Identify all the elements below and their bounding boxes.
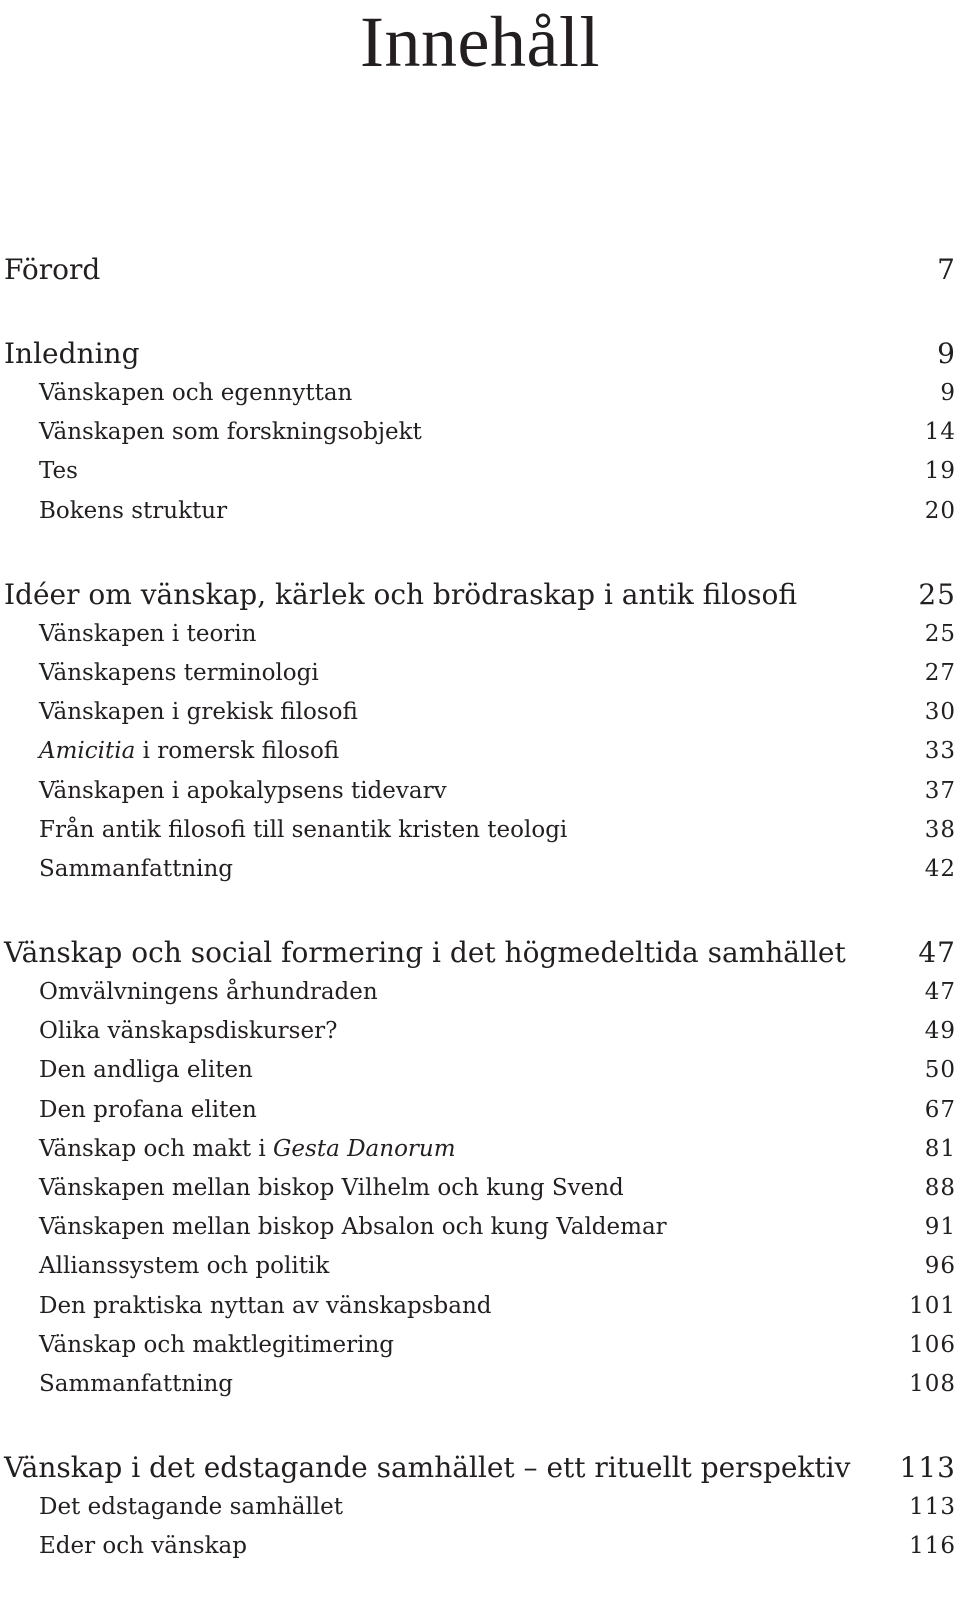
- page-number: 37: [924, 777, 956, 804]
- page-number: 27: [924, 659, 956, 686]
- toc-section[interactable]: [4, 973, 956, 1012]
- chapter-title: Vänskap och social formering i det högmedeltida samhället: [4, 936, 846, 970]
- page-number: 47: [924, 979, 956, 1006]
- page-number: 30: [924, 699, 956, 726]
- page-number: 67: [924, 1096, 956, 1123]
- page-number: 96: [924, 1253, 956, 1280]
- toc-section[interactable]: [4, 1247, 956, 1286]
- page-number: 50: [924, 1057, 956, 1084]
- page-title: Innehåll: [360, 2, 600, 82]
- toc-section[interactable]: [4, 1091, 956, 1130]
- toc-section[interactable]: [4, 850, 956, 889]
- chapter-title: Förord: [4, 253, 101, 286]
- section-title: Vänskapen i teorin: [39, 620, 257, 647]
- page-number: 14: [924, 419, 956, 446]
- toc-section[interactable]: [4, 1169, 956, 1208]
- section-title: Den andliga eliten: [39, 1057, 253, 1084]
- toc-section[interactable]: [4, 772, 956, 811]
- section-title: Vänskapen i apokalypsens tidevarv: [39, 777, 447, 804]
- toc-chapter[interactable]: [4, 1448, 956, 1488]
- toc-section[interactable]: [4, 1365, 956, 1404]
- page-number: 108: [909, 1370, 956, 1397]
- toc-section[interactable]: [4, 654, 956, 693]
- toc-section[interactable]: [4, 374, 956, 413]
- toc-chapter[interactable]: [4, 933, 956, 973]
- page-number: 25: [924, 620, 956, 647]
- section-title: Vänskapen mellan biskop Absalon och kung Valdemar: [39, 1214, 667, 1241]
- page-number: 116: [909, 1533, 956, 1560]
- page-number: 38: [924, 816, 956, 843]
- section-title-italic: Gesta Danorum: [273, 1135, 456, 1162]
- section-title: Från antik filosofi till senantik kristen teologi: [39, 816, 568, 843]
- section-title: [39, 732, 339, 771]
- toc-section[interactable]: [4, 732, 956, 771]
- toc-section[interactable]: [4, 1012, 956, 1051]
- toc-chapter[interactable]: [4, 250, 956, 290]
- page-number: 47: [918, 936, 956, 970]
- toc-section[interactable]: [4, 811, 956, 850]
- toc-section[interactable]: [4, 1527, 956, 1566]
- page-number: 9: [937, 337, 956, 370]
- toc-section[interactable]: [4, 1208, 956, 1247]
- page-number: 9: [940, 380, 956, 406]
- page-number: 7: [937, 253, 956, 286]
- page-number: 106: [909, 1331, 956, 1358]
- section-title: Olika vänskapsdiskurser?: [39, 1018, 338, 1045]
- section-title: Sammanfattning: [39, 1370, 234, 1397]
- page-number: 49: [924, 1018, 956, 1045]
- chapter-title: Vänskap i det edstagande samhället – ett rituellt perspektiv: [4, 1451, 851, 1485]
- toc-section[interactable]: [4, 452, 956, 491]
- chapter-title: Inledning: [4, 337, 140, 370]
- toc-section[interactable]: [4, 413, 956, 452]
- section-title-rest: Vänskap och makt i: [39, 1135, 274, 1162]
- section-title: Vänskap och maktlegitimering: [39, 1331, 395, 1358]
- section-title-rest: i romersk filosofi: [135, 738, 340, 765]
- toc-section[interactable]: [4, 1051, 956, 1090]
- page-number: 113: [899, 1451, 956, 1485]
- page-number: 25: [918, 577, 956, 611]
- table-of-contents: [4, 250, 956, 1567]
- page-number: 91: [924, 1214, 956, 1241]
- section-title: Bokens struktur: [39, 497, 228, 524]
- section-title: Vänskapen som forskningsobjekt: [39, 419, 422, 446]
- section-title: Vänskapen i grekisk filosofi: [39, 699, 358, 726]
- toc-section[interactable]: [4, 615, 956, 654]
- toc-section[interactable]: [4, 1130, 956, 1169]
- page-number: 20: [924, 497, 956, 524]
- section-title: Den praktiska nyttan av vänskapsband: [39, 1292, 492, 1319]
- toc-section[interactable]: [4, 1287, 956, 1326]
- page-number: 101: [909, 1292, 956, 1319]
- section-title: Omvälvningens århundraden: [39, 979, 378, 1006]
- section-title: Eder och vänskap: [39, 1533, 247, 1560]
- page-number: 33: [924, 738, 956, 765]
- page-number: 88: [924, 1175, 956, 1201]
- section-title: Det edstagande samhället: [39, 1494, 344, 1521]
- toc-section[interactable]: [4, 492, 956, 531]
- toc-chapter[interactable]: [4, 575, 956, 615]
- page-number: 42: [924, 855, 956, 882]
- section-title: Tes: [39, 458, 78, 485]
- toc-section[interactable]: [4, 693, 956, 732]
- page-number: 19: [924, 458, 956, 485]
- section-title: Vänskapens terminologi: [39, 659, 319, 686]
- section-title: Den profana eliten: [39, 1096, 257, 1123]
- toc-chapter[interactable]: [4, 334, 956, 374]
- section-title: Allianssystem och politik: [39, 1253, 330, 1280]
- section-title: [39, 1130, 456, 1169]
- toc-section[interactable]: [4, 1326, 956, 1365]
- section-title: Vänskapen mellan biskop Vilhelm och kung Svend: [39, 1175, 624, 1201]
- chapter-title: Idéer om vänskap, kärlek och brödraskap i antik filosofi: [4, 577, 797, 611]
- section-title: Sammanfattning: [39, 855, 234, 882]
- section-title-italic: Amicitia: [39, 738, 136, 765]
- toc-section[interactable]: [4, 1488, 956, 1527]
- page-number: 113: [909, 1494, 956, 1521]
- page-number: 81: [924, 1135, 956, 1162]
- section-title: Vänskapen och egennyttan: [39, 380, 353, 406]
